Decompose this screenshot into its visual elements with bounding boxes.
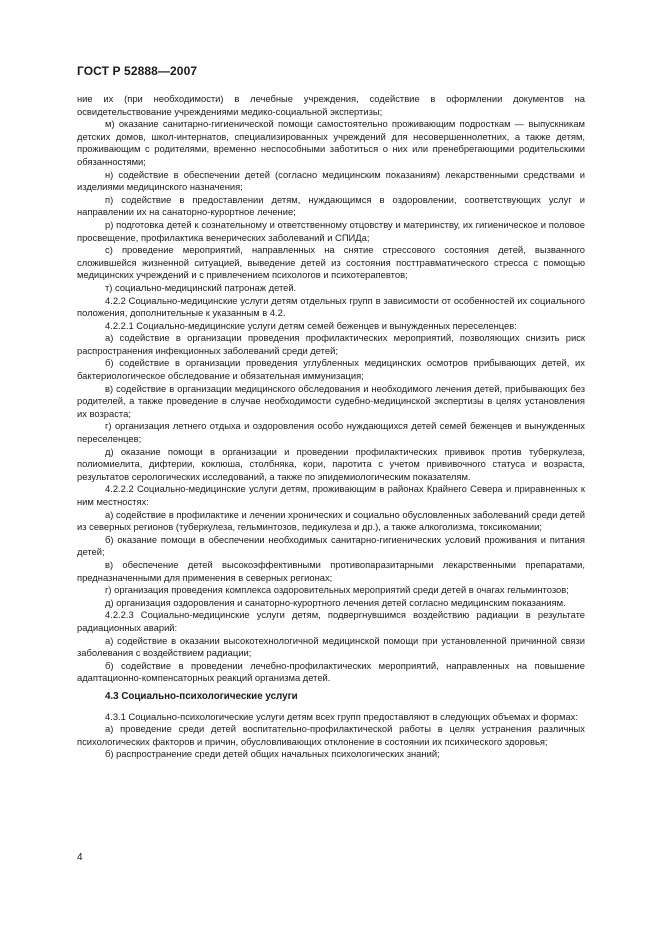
list-item-v: в) содействие в организации медицинского обследования и необходимого лечения детей, прибывающих без родителей, а также проведение в случае необходимости судебно-медицинской экспертизы в целях установления их возраста;	[77, 382, 585, 419]
clause-4-2-2: 4.2.2 Социально-медицинские услуги детям отдельных групп в зависимости от особенностей их социального положения, дополнительные к указанным в 4.2.	[77, 294, 585, 319]
list-item-a: а) проведение среди детей воспитательно-профилактической работы в целях устранения различных психологических факторов и причин, обусловливающих отклонение в состоянии их психического здоровья;	[77, 723, 585, 747]
list-item-d: д) организация оздоровления и санаторно-курортного лечения детей согласно медицинским показаниям.	[105, 596, 566, 608]
list-item-v: в) обеспечение детей высокоэффективными противопаразитарными лекарственными препаратами, предназначенными для применения в северных регионах;	[77, 558, 585, 583]
list-item-a: а) содействие в оказании высокотехнологичной медицинской помощи при установленной причинной связи заболевания с воздействием радиации;	[77, 634, 585, 659]
list-item-b: б) оказание помощи в обеспечении необходимых санитарно-гигиенических условий проживания и питания детей;	[77, 533, 585, 558]
document-body	[77, 93, 585, 761]
list-item-p: п) содействие в предоставлении детям, нуждающимся в оздоровлении, соответствующих услуг и направлении их на санаторно-курортное лечение;	[77, 193, 585, 218]
list-item-d: д) оказание помощи в организации и проведении профилактических прививок против туберкулеза, полиомиелита, дифтерии, коклюша, столбняка, кори, паротита с учетом прививочного статуса и возраста, результатов серологических исследований, а также по эпидемиологическим показателям.	[77, 445, 585, 482]
page-number: 4	[77, 852, 83, 863]
list-item-b: б) содействие в проведении лечебно-профилактических мероприятий, направленных на повышение адаптационно-компенсаторных реакций организма детей.	[77, 659, 585, 684]
list-item-n: н) содействие в обеспечении детей (согласно медицинским показаниям) лекарственными средствами и изделиями медицинского назначения;	[77, 168, 585, 193]
list-item-g: г) организация летнего отдыха и оздоровления особо нуждающихся детей семей беженцев и вынужденных переселенцев;	[77, 420, 585, 445]
clause-4-2-2-1: 4.2.2.1 Социально-медицинские услуги детям семей беженцев и вынужденных переселенцев:	[105, 319, 517, 331]
list-item-t: т) социально-медицинский патронаж детей.	[105, 281, 297, 293]
section-heading-4-3: 4.3 Социально-психологические услуги	[105, 690, 298, 702]
list-item-b: б) распространение среди детей общих начальных психологических знаний;	[105, 748, 440, 760]
clause-4-2-2-3: 4.2.2.3 Социально-медицинские услуги детям, подвергнувшимся воздействию радиации в результате радиационных аварий:	[77, 609, 585, 633]
list-item-m: м) оказание санитарно-гигиенической помощи самостоятельно проживающим подросткам — выпускникам детских домов, школ-интернатов, специализированных учреждений для несовершеннолетних, а также детям, проживающим с родителями, временно неспособными заботиться о них или пренебрегающими родительскими обязанностями;	[77, 118, 585, 167]
list-item-b: б) содействие в организации проведения углубленных медицинских осмотров прибывающих детей, их бактериологическое обследование и обязательная иммунизация;	[77, 357, 585, 382]
clause-4-3-1: 4.3.1 Социально-психологические услуги детям всех групп предоставляют в следующих объемах и формах:	[105, 710, 578, 722]
list-item-r: р) подготовка детей к сознательному и ответственному отцовству и материнству, их гигиеническое и половое просвещение, профилактика венерических заболеваний и СПИДа;	[77, 218, 585, 243]
list-item-a: а) содействие в организации проведения профилактических мероприятий, позволяющих снизить риск распространения инфекционных заболеваний среди детей;	[77, 332, 585, 356]
standard-designation: ГОСТ Р 52888—2007	[77, 64, 198, 78]
paragraph-continuation: ние их (при необходимости) в лечебные учреждения, содействие в оформлении документов на освидетельствование учреждениями медико-социальной экспертизы;	[77, 93, 585, 117]
list-item-a: а) содействие в профилактике и лечении хронических и социально обусловленных заболеваний среди детей из северных регионов (туберкулеза, гельминтозов, педикулеза и др.), а также алкоголизма, токсикомании;	[77, 508, 585, 533]
clause-4-2-2-2: 4.2.2.2 Социально-медицинские услуги детям, проживающим в районах Крайнего Севера и приравненных к ним местностях:	[77, 483, 585, 507]
list-item-s: с) проведение мероприятий, направленных на снятие стрессового состояния детей, вызванного сложившейся жизненной ситуацией, выведение детей из состояния посттравматического стресса с помощью медицинских учреждений и с привлечением психологов и психотерапевтов;	[77, 244, 585, 281]
list-item-g: г) организация проведения комплекса оздоровительных мероприятий среди детей в очагах гельминтозов;	[105, 584, 569, 596]
